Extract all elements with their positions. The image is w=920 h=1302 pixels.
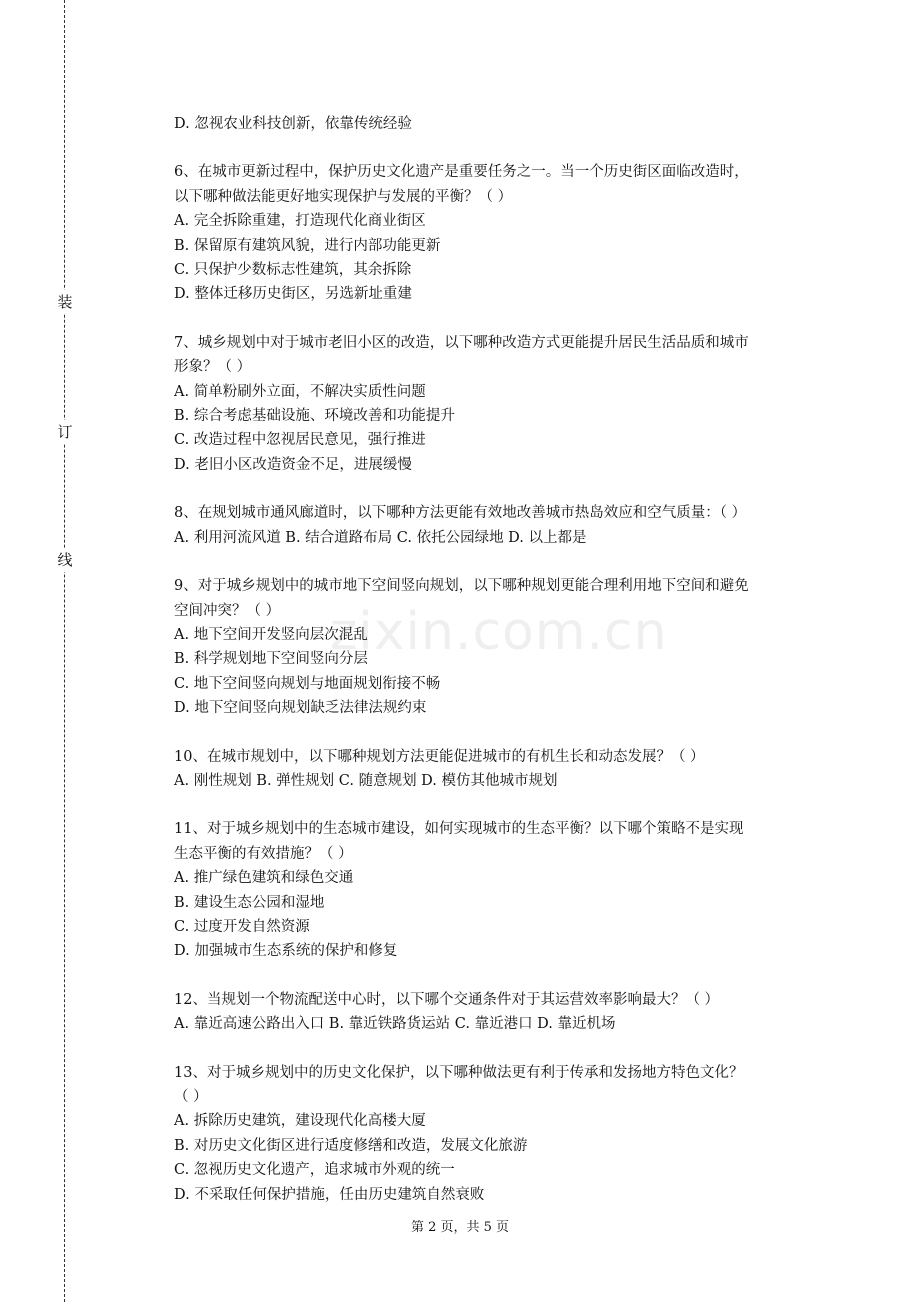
option-b: B. 保留原有建筑风貌，进行内部功能更新 bbox=[174, 237, 441, 254]
binding-dashed-line bbox=[64, 0, 65, 1302]
option-c: C. 忽视历史文化遗产，追求城市外观的统一 bbox=[174, 1162, 455, 1179]
options-inline: A. 利用河流风道 B. 结合道路布局 C. 依托公园绿地 D. 以上都是 bbox=[174, 529, 587, 546]
option-d: D. 老旧小区改造资金不足，进展缓慢 bbox=[174, 456, 412, 473]
option-d: D. 地下空间竖向规划缺乏法律法规约束 bbox=[174, 700, 427, 717]
question-stem: 9、对于城乡规划中的城市地下空间竖向规划，以下哪种规划更能合理利用地下空间和避免 bbox=[174, 578, 749, 595]
option-b: B. 建设生态公园和湿地 bbox=[174, 894, 325, 911]
option-c: C. 过度开发自然资源 bbox=[174, 918, 310, 935]
binding-label-xian: 线 bbox=[55, 548, 75, 572]
option-b: B. 科学规划地下空间竖向分层 bbox=[174, 651, 368, 668]
question-13 bbox=[174, 1061, 834, 1207]
option-d: D. 加强城市生态系统的保护和修复 bbox=[174, 943, 398, 960]
question-stem: 8、在规划城市通风廊道时，以下哪种方法更能有效地改善城市热岛效应和空气质量：（ ） bbox=[174, 505, 747, 522]
question-stem: 以下哪种做法能更好地实现保护与发展的平衡？（ ） bbox=[174, 188, 513, 205]
question-stem: 12、当规划一个物流配送中心时，以下哪个交通条件对于其运营效率影响最大？（ ） bbox=[174, 991, 720, 1008]
question-7 bbox=[174, 331, 834, 477]
page-footer: 第 2 页，共 5 页 bbox=[410, 1220, 510, 1235]
exam-content bbox=[174, 112, 834, 1207]
question-12 bbox=[174, 988, 834, 1037]
question-stem: 13、对于城乡规划中的历史文化保护，以下哪种做法更有利于传承和发扬地方特色文化？ bbox=[174, 1064, 744, 1081]
option-a: A. 简单粉刷外立面，不解决实质性问题 bbox=[174, 383, 426, 400]
option-c: C. 只保护少数标志性建筑，其余拆除 bbox=[174, 262, 412, 279]
option-a: A. 拆除历史建筑，建设现代化高楼大厦 bbox=[174, 1113, 426, 1130]
prev-option: D. 忽视农业科技创新，依靠传统经验 bbox=[174, 116, 412, 132]
question-10 bbox=[174, 745, 834, 794]
question-9 bbox=[174, 574, 834, 720]
question-stem: （ ） bbox=[174, 1089, 208, 1105]
option-c: C. 地下空间竖向规划与地面规划衔接不畅 bbox=[174, 675, 441, 692]
option-b: B. 对历史文化街区进行适度修缮和改造，发展文化旅游 bbox=[174, 1137, 528, 1154]
option-b: B. 综合考虑基础设施、环境改善和功能提升 bbox=[174, 408, 455, 425]
question-stem: 10、在城市规划中，以下哪种规划方法更能促进城市的有机生长和动态发展？（ ） bbox=[174, 748, 705, 765]
question-stem: 6、在城市更新过程中，保护历史文化遗产是重要任务之一。当一个历史街区面临改造时， bbox=[174, 164, 749, 181]
question-11 bbox=[174, 817, 834, 963]
option-a: A. 完全拆除重建，打造现代化商业街区 bbox=[174, 213, 426, 230]
option-d: D. 不采取任何保护措施，任由历史建筑自然衰败 bbox=[174, 1186, 485, 1203]
question-stem: 7、城乡规划中对于城市老旧小区的改造，以下哪种改造方式更能提升居民生活品质和城市 bbox=[174, 334, 749, 351]
options-inline: A. 靠近高速公路出入口 B. 靠近铁路货运站 C. 靠近港口 D. 靠近机场 bbox=[174, 1016, 616, 1033]
binding-label-zhuang: 装 bbox=[55, 290, 75, 314]
question-6 bbox=[174, 160, 834, 306]
option-c: C. 改造过程中忽视居民意见，强行推进 bbox=[174, 432, 426, 449]
option-a: A. 推广绿色建筑和绿色交通 bbox=[174, 870, 354, 887]
question-8 bbox=[174, 501, 834, 550]
options-inline: A. 刚性规划 B. 弹性规划 C. 随意规划 D. 模仿其他城市规划 bbox=[174, 772, 558, 789]
question-stem: 生态平衡的有效措施？（ ） bbox=[174, 845, 353, 862]
option-a: A. 地下空间开发竖向层次混乱 bbox=[174, 626, 368, 643]
question-stem: 空间冲突？（ ） bbox=[174, 602, 281, 619]
watermark: zixin.com.cn bbox=[330, 602, 668, 662]
option-d: D. 整体迁移历史街区，另选新址重建 bbox=[174, 286, 412, 303]
question-stem: 11、对于城乡规划中的生态城市建设，如何实现城市的生态平衡？以下哪个策略不是实现 bbox=[174, 821, 744, 838]
question-stem: 形象？（ ） bbox=[174, 359, 252, 376]
binding-label-ding: 订 bbox=[55, 420, 75, 444]
